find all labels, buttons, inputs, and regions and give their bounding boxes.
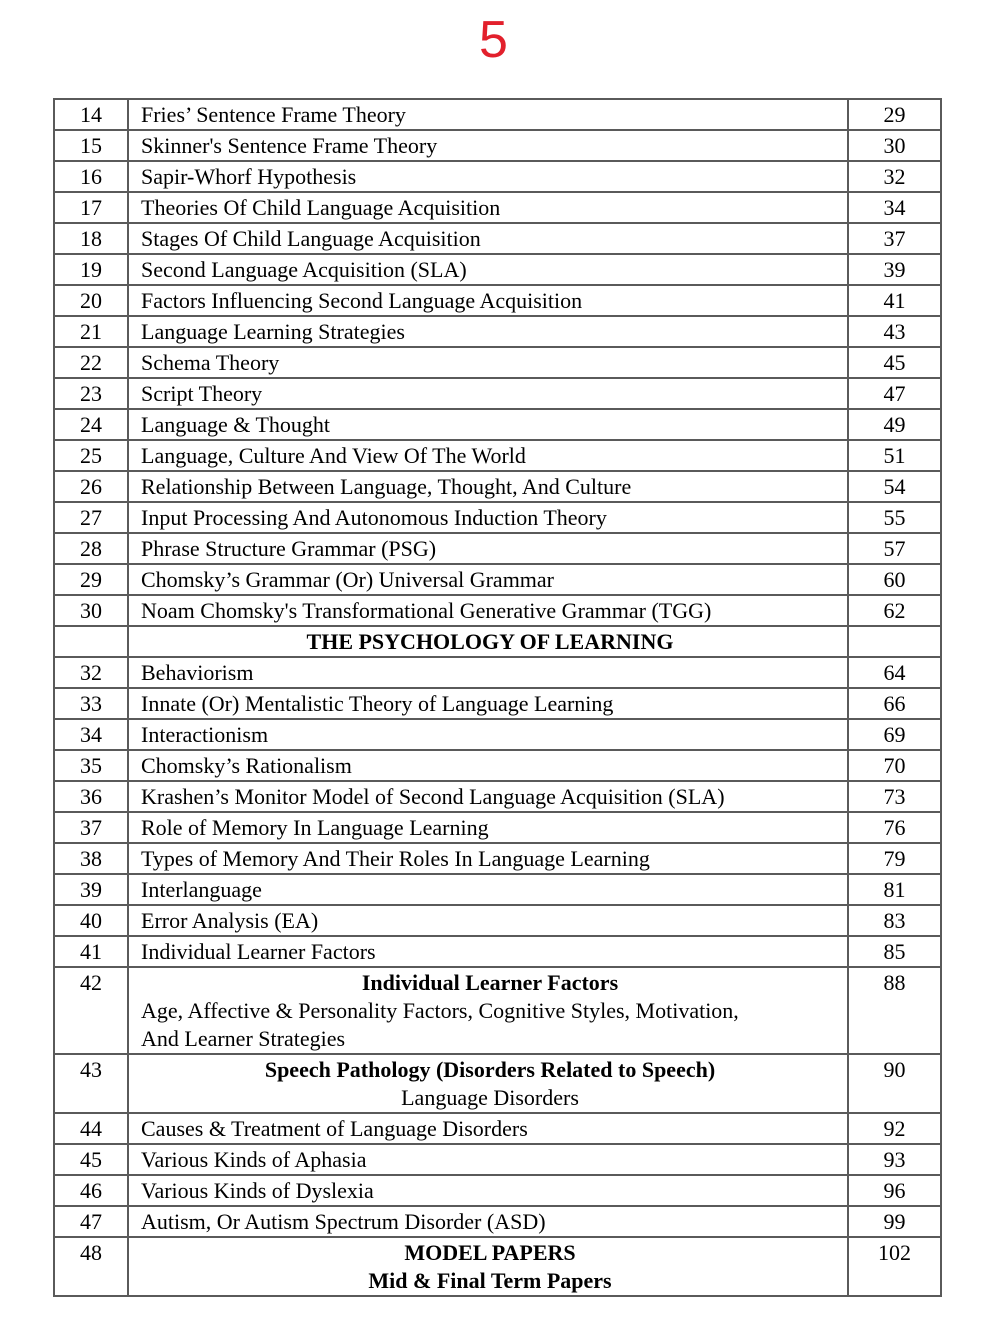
table-row	[54, 254, 941, 285]
entry-number: 37	[80, 815, 102, 840]
entry-page-number: 43	[883, 319, 906, 344]
entry-title-cell	[128, 99, 848, 130]
entry-page-cell	[848, 688, 941, 719]
entry-title-cell	[128, 719, 848, 750]
entry-title-cell	[128, 1113, 848, 1144]
entry-page-number: 81	[883, 877, 906, 902]
entry-page-number: 99	[883, 1209, 906, 1234]
entry-number: 16	[80, 164, 102, 189]
entry-number-cell	[54, 595, 128, 626]
entry-page-cell	[848, 192, 941, 223]
entry-number-cell	[54, 719, 128, 750]
entry-number: 23	[80, 381, 102, 406]
table-row	[54, 1237, 941, 1296]
entry-title-cell	[128, 1206, 848, 1237]
entry-page-number	[849, 627, 940, 628]
entry-title-cell	[128, 564, 848, 595]
entry-title-cell	[128, 502, 848, 533]
entry-title-line: Krashen’s Monitor Model of Second Language Acquisition (SLA)	[141, 784, 725, 809]
entry-number-cell	[54, 936, 128, 967]
entry-number: 43	[80, 1057, 102, 1082]
entry-number-cell	[54, 471, 128, 502]
entry-title-cell	[128, 1144, 848, 1175]
entry-title-line: Input Processing And Autonomous Induction Theory	[141, 505, 607, 530]
entry-number-cell	[54, 1175, 128, 1206]
entry-title-cell	[128, 657, 848, 688]
entry-title-cell	[128, 781, 848, 812]
entry-page-number: 93	[883, 1147, 906, 1172]
entry-page-number: 45	[883, 350, 906, 375]
entry-title-line: MODEL PAPERS	[404, 1240, 576, 1265]
entry-page-cell	[848, 719, 941, 750]
entry-number: 30	[80, 598, 102, 623]
entry-page-number: 60	[883, 567, 906, 592]
entry-page-number: 88	[883, 970, 906, 995]
table-row	[54, 471, 941, 502]
entry-number-cell	[54, 564, 128, 595]
entry-title-line: Stages Of Child Language Acquisition	[141, 226, 481, 251]
entry-number-cell	[54, 812, 128, 843]
entry-page-number: 64	[883, 660, 906, 685]
entry-title-line: Various Kinds of Dyslexia	[141, 1178, 374, 1203]
entry-page-number: 57	[883, 536, 906, 561]
entry-title-line: Behaviorism	[141, 660, 254, 685]
table-row	[54, 967, 941, 1054]
entry-page-cell	[848, 440, 941, 471]
entry-page-number: 32	[883, 164, 906, 189]
entry-number-cell	[54, 533, 128, 564]
entry-number-cell	[54, 967, 128, 1054]
table-row	[54, 409, 941, 440]
entry-number: 45	[80, 1147, 102, 1172]
table-row	[54, 1113, 941, 1144]
entry-page-cell	[848, 130, 941, 161]
entry-title-cell	[128, 347, 848, 378]
entry-number: 42	[80, 970, 102, 995]
entry-page-cell	[848, 1175, 941, 1206]
table-row	[54, 905, 941, 936]
entry-title-line: Chomsky’s Rationalism	[141, 753, 352, 778]
entry-title-cell	[128, 812, 848, 843]
entry-page-cell	[848, 1054, 941, 1113]
entry-number-cell	[54, 1113, 128, 1144]
table-row	[54, 130, 941, 161]
entry-page-number: 73	[883, 784, 906, 809]
entry-title-cell	[128, 750, 848, 781]
entry-title-line: Age, Affective & Personality Factors, Cognitive Styles, Motivation,	[141, 998, 739, 1023]
entry-title-line: Noam Chomsky's Transformational Generative Grammar (TGG)	[141, 598, 712, 623]
entry-number-cell	[54, 688, 128, 719]
entry-title-line: Language, Culture And View Of The World	[141, 443, 526, 468]
entry-number: 41	[80, 939, 102, 964]
entry-title-cell	[128, 533, 848, 564]
table-row	[54, 1206, 941, 1237]
table-row	[54, 688, 941, 719]
entry-page-cell	[848, 378, 941, 409]
entry-title-cell	[128, 161, 848, 192]
table-row	[54, 533, 941, 564]
table-row	[54, 440, 941, 471]
entry-number-cell	[54, 1206, 128, 1237]
entry-page-number: 83	[883, 908, 906, 933]
table-row	[54, 750, 941, 781]
entry-number: 29	[80, 567, 102, 592]
entry-page-cell	[848, 936, 941, 967]
entry-title-cell	[128, 192, 848, 223]
table-row	[54, 223, 941, 254]
entry-title-line: Language & Thought	[141, 412, 330, 437]
entry-title-line: And Learner Strategies	[141, 1026, 346, 1051]
entry-title-cell	[128, 223, 848, 254]
entry-page-cell	[848, 905, 941, 936]
entry-number-cell	[54, 130, 128, 161]
entry-title-cell	[128, 843, 848, 874]
entry-page-number: 54	[883, 474, 906, 499]
entry-title-line: Causes & Treatment of Language Disorders	[141, 1116, 528, 1141]
entry-number-cell	[54, 657, 128, 688]
entry-number: 35	[80, 753, 102, 778]
entry-number: 36	[80, 784, 102, 809]
entry-title-cell	[128, 440, 848, 471]
entry-page-cell	[848, 161, 941, 192]
entry-page-cell	[848, 285, 941, 316]
toc-table-body	[54, 99, 941, 1296]
entry-number-cell	[54, 1054, 128, 1113]
entry-page-number: 34	[883, 195, 906, 220]
entry-number: 32	[80, 660, 102, 685]
entry-title-cell	[128, 378, 848, 409]
entry-title-cell	[128, 1237, 848, 1296]
entry-title-line: Individual Learner Factors	[141, 939, 376, 964]
entry-page-number: 92	[883, 1116, 906, 1141]
entry-number-cell	[54, 223, 128, 254]
entry-number: 18	[80, 226, 102, 251]
entry-page-cell	[848, 1144, 941, 1175]
entry-title-line: Skinner's Sentence Frame Theory	[141, 133, 438, 158]
entry-page-number: 62	[883, 598, 906, 623]
entry-title-line: Fries’ Sentence Frame Theory	[141, 102, 406, 127]
entry-number: 25	[80, 443, 102, 468]
entry-page-cell	[848, 812, 941, 843]
entry-number: 39	[80, 877, 102, 902]
entry-number: 33	[80, 691, 102, 716]
entry-title-cell	[128, 316, 848, 347]
entry-title-line: Error Analysis (EA)	[141, 908, 319, 933]
entry-page-number: 30	[883, 133, 906, 158]
entry-title-cell	[128, 1175, 848, 1206]
entry-number-cell	[54, 285, 128, 316]
section-header-row	[54, 626, 941, 657]
table-row	[54, 719, 941, 750]
entry-title-cell	[128, 409, 848, 440]
entry-title-cell	[128, 254, 848, 285]
entry-title-cell	[128, 1054, 848, 1113]
table-row	[54, 192, 941, 223]
entry-title-line: Language Learning Strategies	[141, 319, 405, 344]
entry-number: 38	[80, 846, 102, 871]
entry-page-number: 29	[883, 102, 906, 127]
entry-page-cell	[848, 843, 941, 874]
entry-number: 47	[80, 1209, 102, 1234]
entry-title-line: Types of Memory And Their Roles In Language Learning	[141, 846, 650, 871]
entry-number-cell	[54, 378, 128, 409]
entry-page-number: 85	[883, 939, 906, 964]
entry-page-cell	[848, 347, 941, 378]
entry-number-cell	[54, 161, 128, 192]
entry-page-cell	[848, 967, 941, 1054]
entry-title-cell	[128, 285, 848, 316]
entry-page-number: 47	[883, 381, 906, 406]
entry-page-cell	[848, 1237, 941, 1296]
table-row	[54, 843, 941, 874]
entry-page-cell	[848, 781, 941, 812]
table-row	[54, 874, 941, 905]
entry-title-line: Interactionism	[141, 722, 269, 747]
entry-title-line: Speech Pathology (Disorders Related to Speech)	[264, 1057, 716, 1082]
entry-title-line: Language Disorders	[401, 1085, 579, 1110]
entry-page-number: 37	[883, 226, 906, 251]
entry-page-number: 96	[883, 1178, 906, 1203]
table-row	[54, 657, 941, 688]
table-row	[54, 1144, 941, 1175]
entry-number: 26	[80, 474, 102, 499]
entry-number: 40	[80, 908, 102, 933]
entry-title-line: Individual Learner Factors	[361, 970, 619, 995]
entry-number-cell	[54, 192, 128, 223]
entry-page-number: 39	[883, 257, 906, 282]
entry-page-cell	[848, 564, 941, 595]
entry-page-number: 70	[883, 753, 906, 778]
table-row	[54, 936, 941, 967]
entry-page-number: 79	[883, 846, 906, 871]
entry-page-cell	[848, 409, 941, 440]
entry-number-cell	[54, 347, 128, 378]
entry-number-cell	[54, 99, 128, 130]
table-row	[54, 812, 941, 843]
entry-page-cell	[848, 471, 941, 502]
entry-number-cell	[54, 502, 128, 533]
entry-title-line: Interlanguage	[141, 877, 262, 902]
entry-page-cell	[848, 1113, 941, 1144]
entry-page-cell	[848, 223, 941, 254]
entry-number-cell	[54, 409, 128, 440]
entry-page-number: 66	[883, 691, 906, 716]
entry-title-line: Script Theory	[141, 381, 263, 406]
table-row	[54, 1175, 941, 1206]
entry-number-cell	[54, 440, 128, 471]
entry-number: 44	[80, 1116, 102, 1141]
entry-number-cell	[54, 1144, 128, 1175]
page-number: 5	[479, 11, 508, 69]
entry-number: 21	[80, 319, 102, 344]
entry-number-cell	[54, 316, 128, 347]
entry-number: 17	[80, 195, 102, 220]
entry-page-number: 51	[883, 443, 906, 468]
entry-title-cell	[128, 688, 848, 719]
entry-title-cell	[128, 626, 848, 657]
entry-number: 20	[80, 288, 102, 313]
table-row	[54, 564, 941, 595]
entry-page-cell	[848, 533, 941, 564]
entry-title-line: Autism, Or Autism Spectrum Disorder (ASD)	[141, 1209, 546, 1234]
entry-title-line: Mid & Final Term Papers	[368, 1268, 612, 1293]
entry-page-number: 55	[883, 505, 906, 530]
table-row	[54, 161, 941, 192]
entry-number: 15	[80, 133, 102, 158]
entry-title-line: Sapir-Whorf Hypothesis	[141, 164, 357, 189]
entry-page-number: 90	[883, 1057, 906, 1082]
entry-number-cell	[54, 254, 128, 285]
entry-number-cell	[54, 1237, 128, 1296]
table-row	[54, 502, 941, 533]
entry-title-line: Theories Of Child Language Acquisition	[141, 195, 501, 220]
entry-number-cell	[54, 750, 128, 781]
entry-number: 19	[80, 257, 102, 282]
entry-title-line: Schema Theory	[141, 350, 280, 375]
entry-number: 14	[80, 102, 102, 127]
entry-title-cell	[128, 967, 848, 1054]
entry-number-cell	[54, 843, 128, 874]
entry-page-cell	[848, 595, 941, 626]
entry-number-cell	[54, 874, 128, 905]
entry-number: 48	[80, 1240, 102, 1265]
entry-page-number: 49	[883, 412, 906, 437]
entry-number-cell	[54, 626, 128, 657]
table-row	[54, 378, 941, 409]
entry-number: 22	[80, 350, 102, 375]
entry-page-cell	[848, 1206, 941, 1237]
entry-number: 24	[80, 412, 102, 437]
entry-number	[55, 627, 127, 628]
entry-title-line: Relationship Between Language, Thought, And Culture	[141, 474, 632, 499]
table-row	[54, 595, 941, 626]
entry-number-cell	[54, 781, 128, 812]
entry-number-cell	[54, 905, 128, 936]
entry-page-cell	[848, 502, 941, 533]
table-row	[54, 316, 941, 347]
entry-number: 27	[80, 505, 102, 530]
entry-title-line: Second Language Acquisition (SLA)	[141, 257, 467, 282]
entry-page-number: 102	[878, 1240, 911, 1265]
entry-title-line: Innate (Or) Mentalistic Theory of Language Learning	[141, 691, 614, 716]
entry-title-cell	[128, 905, 848, 936]
entry-number: 34	[80, 722, 102, 747]
entry-title-line: THE PSYCHOLOGY OF LEARNING	[306, 629, 674, 654]
entry-number: 46	[80, 1178, 102, 1203]
entry-title-line: Various Kinds of Aphasia	[141, 1147, 367, 1172]
entry-title-line: Chomsky’s Grammar (Or) Universal Grammar	[141, 567, 555, 592]
entry-page-cell	[848, 254, 941, 285]
entry-title-line: Role of Memory In Language Learning	[141, 815, 489, 840]
entry-title-cell	[128, 936, 848, 967]
entry-page-cell	[848, 750, 941, 781]
entry-page-cell	[848, 99, 941, 130]
entry-title-cell	[128, 595, 848, 626]
table-row	[54, 781, 941, 812]
table-row	[54, 99, 941, 130]
entry-title-cell	[128, 874, 848, 905]
entry-page-number: 69	[883, 722, 906, 747]
entry-title-line: Factors Influencing Second Language Acquisition	[141, 288, 583, 313]
table-of-contents	[53, 98, 942, 1297]
entry-page-cell	[848, 316, 941, 347]
entry-page-cell	[848, 626, 941, 657]
table-row	[54, 347, 941, 378]
entry-title-cell	[128, 471, 848, 502]
entry-page-number: 41	[883, 288, 906, 313]
entry-title-cell	[128, 130, 848, 161]
entry-number: 28	[80, 536, 102, 561]
entry-page-number: 76	[883, 815, 906, 840]
table-row	[54, 285, 941, 316]
entry-title-line: Phrase Structure Grammar (PSG)	[141, 536, 437, 561]
table-row	[54, 1054, 941, 1113]
entry-page-cell	[848, 874, 941, 905]
entry-page-cell	[848, 657, 941, 688]
